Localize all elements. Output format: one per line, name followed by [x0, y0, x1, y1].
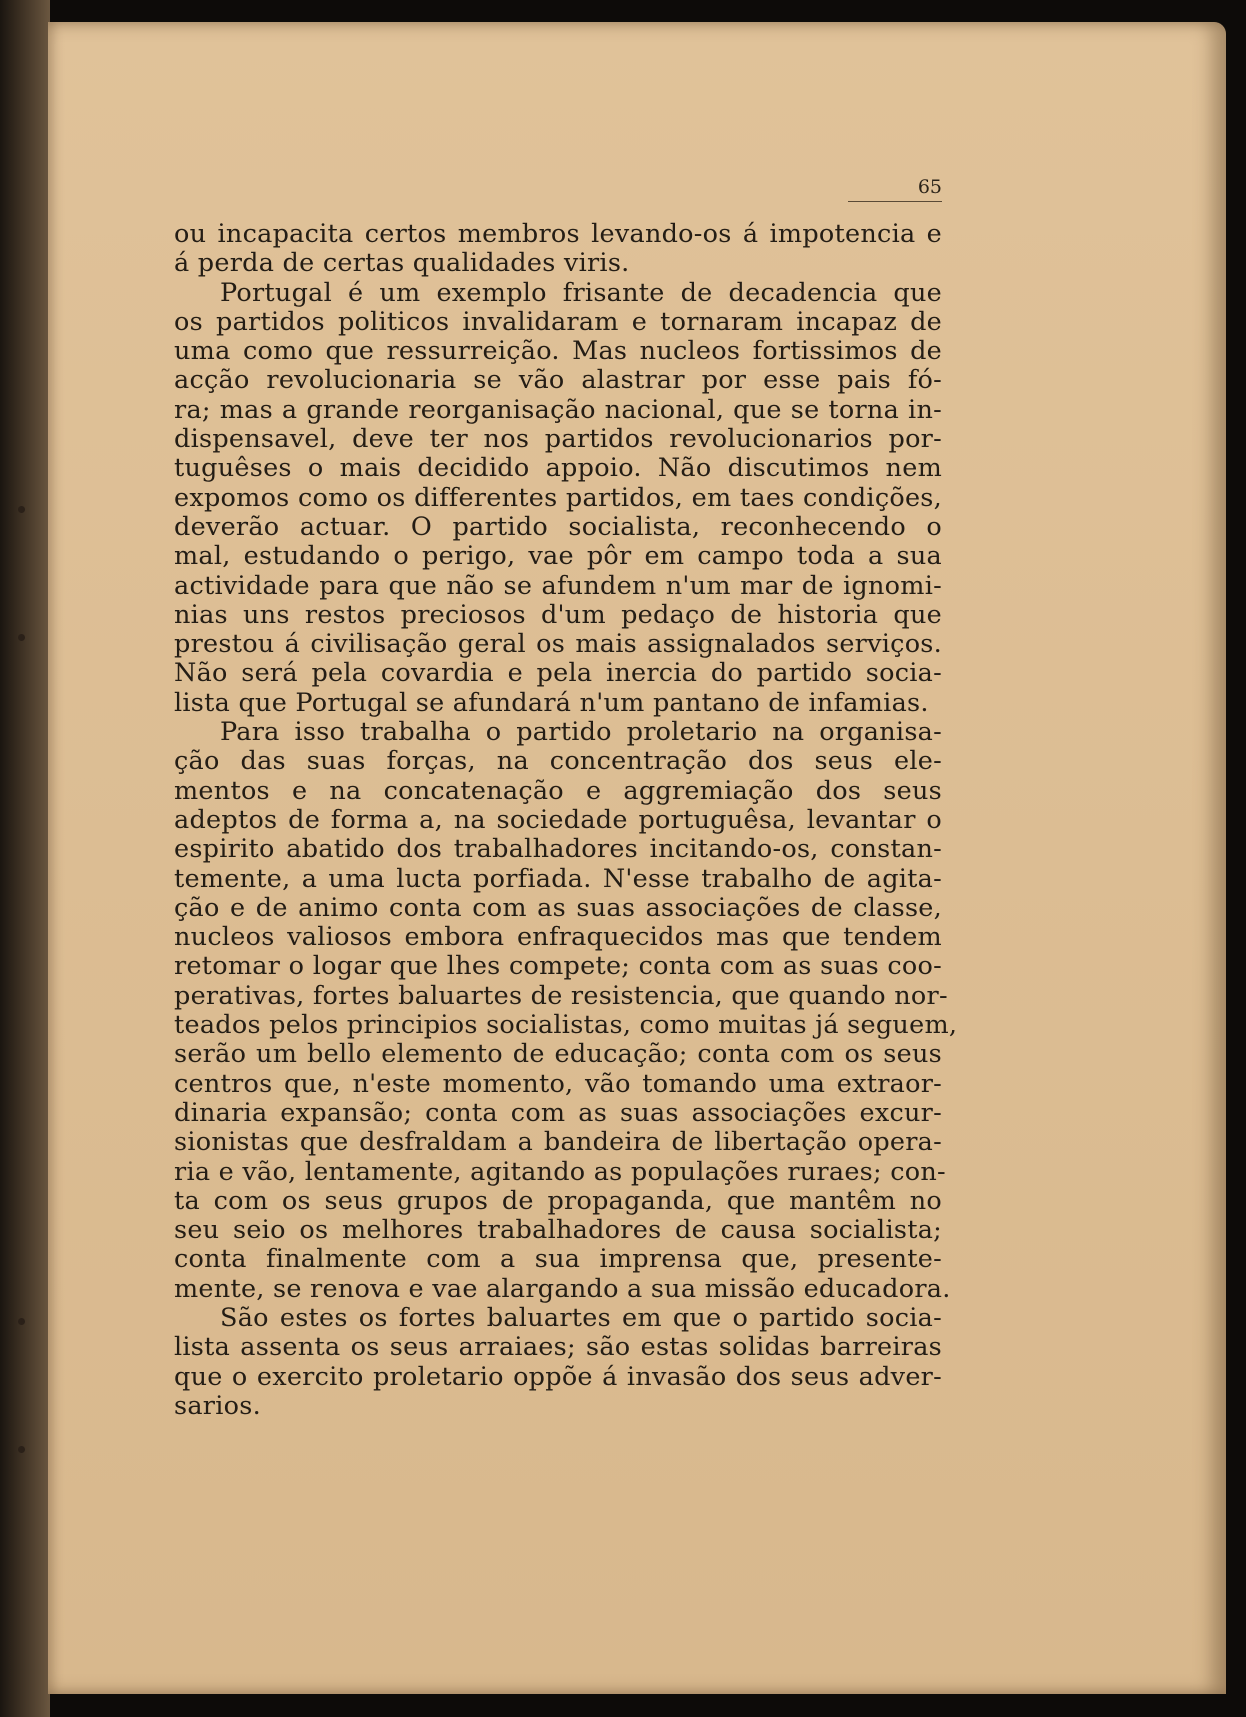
text-line: teados pelos principios socialistas, como muitas já seguem, [174, 1010, 958, 1041]
binding-thread-mark [18, 1446, 25, 1453]
text-line: Para isso trabalha o partido proletario na organisa- [220, 717, 942, 748]
binding-thread-mark [18, 1318, 25, 1325]
text-line: mentos e na concatenação e aggremiação dos seus [174, 775, 942, 806]
text-line: deverão actuar. O partido socialista, reconhecendo o [174, 511, 942, 542]
text-line: á perda de certas qualidades viris. [174, 248, 630, 279]
text-line: prestou á civilisação geral os mais assignalados serviços. [174, 629, 942, 660]
body-text [174, 219, 958, 1421]
text-line: seu seio os melhores trabalhadores de causa socialista; [174, 1215, 942, 1246]
text-line: ção e de animo conta com as suas associações de classe, [174, 892, 942, 923]
text-line: ta com os seus grupos de propaganda, que mantêm no [174, 1185, 942, 1216]
text-line: sionistas que desfraldam a bandeira de libertação opera- [174, 1127, 942, 1158]
text-line: acção revolucionaria se vão alastrar por esse pais fó- [174, 365, 942, 396]
text-line: lista assenta os seus arraiaes; são estas solidas barreiras [174, 1332, 942, 1363]
text-line: Portugal é um exemplo frisante de decadencia que [220, 277, 942, 308]
text-line: ria e vão, lentamente, agitando as populações ruraes; con- [174, 1156, 946, 1187]
text-line: os partidos politicos invalidaram e tornaram incapaz de [174, 306, 942, 337]
text-line: mente, se renova e vae alargando a sua missão educadora. [174, 1273, 951, 1304]
text-line: dispensavel, deve ter nos partidos revolucionarios por- [174, 424, 942, 455]
text-line: serão um bello elemento de educação; conta com os seus [174, 1039, 942, 1070]
text-line: lista que Portugal se afundará n'um pantano de infamias. [174, 687, 929, 718]
text-line: nucleos valiosos embora enfraquecidos mas que tendem [174, 922, 942, 953]
text-line: sarios. [174, 1390, 261, 1421]
text-line: expomos como os differentes partidos, em taes condições, [174, 482, 942, 513]
text-line: nias uns restos preciosos d'um pedaço de historia que [174, 599, 942, 630]
text-line: que o exercito proletario oppõe á invasão dos seus adver- [174, 1361, 942, 1392]
page-number: 65 [848, 176, 942, 202]
binding-thread-mark [18, 506, 25, 513]
text-line: ção das suas forças, na concentração dos seus ele- [174, 746, 942, 777]
text-line: ra; mas a grande reorganisação nacional, que se torna in- [174, 394, 942, 425]
text-line: adeptos de forma a, na sociedade portuguêsa, levantar o [174, 804, 942, 835]
text-line: actividade para que não se afundem n'um mar de ignomi- [174, 570, 942, 601]
text-line: Não será pela covardia e pela inercia do partido socia- [174, 658, 942, 689]
text-line: perativas, fortes baluartes de resistencia, que quando nor- [174, 980, 948, 1011]
text-line: ou incapacita certos membros levando-os á impotencia e [174, 219, 942, 249]
text-line: centros que, n'este momento, vão tomando uma extraor- [174, 1068, 942, 1099]
text-line: mal, estudando o perigo, vae pôr em campo toda a sua [174, 541, 942, 572]
text-line: temente, a uma lucta porfiada. N'esse trabalho de agita- [174, 863, 942, 894]
text-line: São estes os fortes baluartes em que o partido socia- [220, 1302, 942, 1333]
text-line: espirito abatido dos trabalhadores incitando-os, constan- [174, 834, 942, 865]
text-line: dinaria expansão; conta com as suas associações excur- [174, 1097, 942, 1128]
text-line: uma como que ressurreição. Mas nucleos fortissimos de [174, 336, 942, 367]
binding-thread-mark [18, 634, 25, 641]
book-binding [0, 0, 50, 1717]
text-line: tuguêses o mais decidido appoio. Não discutimos nem [174, 453, 942, 484]
text-line: conta finalmente com a sua imprensa que, presente- [174, 1244, 942, 1275]
text-line: retomar o logar que lhes compete; conta com as suas coo- [174, 951, 942, 982]
